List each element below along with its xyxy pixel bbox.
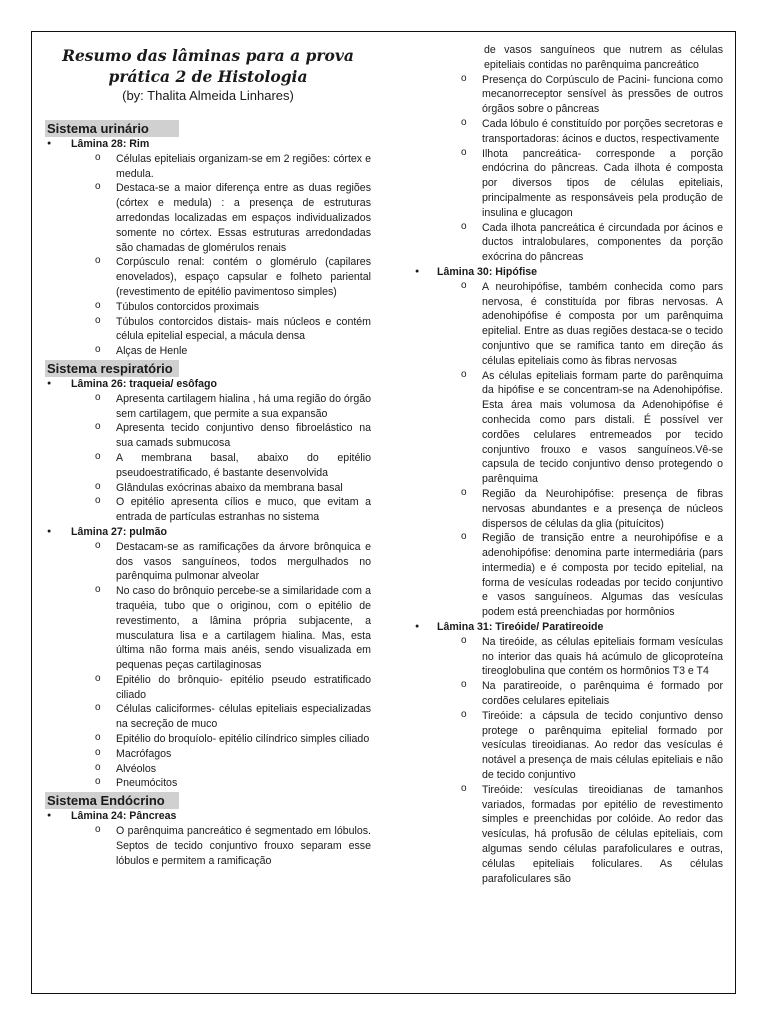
list-item: o A neurohipófise, também conhecida como pars nervosa, é constituída por fibras nervosas. A adenohipófise é composta por um parênquima epitelial. Entre as duas regiões destaca-se o tecido conjuntivo que se ramifica tanto em direção ás células epiteliais como às fibras nervosas	[413, 280, 723, 369]
list-item: o Corpúsculo renal: contém o glomérulo (capilares enovelados), espaço capsular e folheto pariental (revestimento de epitélio pavimentoso simples)	[45, 255, 371, 299]
lamina-heading: ● Lâmina 28: Rim	[45, 137, 371, 152]
item-list	[413, 635, 723, 887]
continued-text: de vasos sanguíneos que nutrem as células epiteliais contidas no parênquima pancreático	[484, 44, 723, 71]
title-line-1: Resumo das lâminas para a prova	[62, 46, 354, 65]
list-item: o Cada ilhota pancreática é circundada por ácinos e ductos intralobulares, componentes da porção exócrina do pâncreas	[413, 221, 723, 265]
list-item: o Alças de Henle	[45, 344, 371, 359]
list-item: o Ilhota pancreática- corresponde a porção endócrina do pâncreas. Cada ilhota é composta por diversos tipos de células epiteliais, principalmente as responsáveis pela produção de insulina e glucagon	[413, 147, 723, 221]
list-item: o Na paratireoide, o parênquima é formado por cordões celulares epiteliais	[413, 679, 723, 709]
right-column	[413, 43, 723, 886]
list-item: o Região da Neurohipófise: presença de fibras nervosas abundantes e a presença de núcleos dispersos de células da glia (pituícitos)	[413, 487, 723, 531]
lamina-heading: ● Lâmina 24: Pâncreas	[45, 809, 371, 824]
list-item: o No caso do brônquio percebe-se a similaridade com a traquéia, tubo que o originou, com o epitélio de revestimento, a lâmina própria subjacente, a musculatura lisa e a cartilagem hialina. Mas, esta última não forma mais anéis, sendo visualizada em pequenas peças cartilaginosas	[45, 584, 371, 673]
author-byline: (by: Thalita Almeida Linhares)	[122, 88, 294, 103]
page-title	[45, 45, 371, 87]
list-item: o Destaca-se a maior diferença entre as duas regiões (córtex e medula) : a presença de estruturas arredondas localizadas em espaços individualizados somente no córtex. Essas estruturas arredondadas são chamadas de glomérulos renais	[45, 181, 371, 255]
item-list	[45, 824, 371, 868]
item-list	[45, 392, 371, 525]
list-item: o Apresenta tecido conjuntivo denso fibroelástico na sua camads submucosa	[45, 421, 371, 451]
list-item: o Células caliciformes- células epiteliais especializadas na secreção de muco	[45, 702, 371, 732]
list-item: o Na tireóide, as células epiteliais formam vesículas no interior das quais há acúmulo de glicoproteína tireoglobulina que contém os hormônios T3 e T4	[413, 635, 723, 679]
list-item: o Apresenta cartilagem hialina , há uma região do órgão sem cartilagem, que permite a sua expansão	[45, 392, 371, 422]
list-item: o Células epiteliais organizam-se em 2 regiões: córtex e medula.	[45, 152, 371, 182]
lamina-heading: ● Lâmina 26: traqueia/ esôfago	[45, 377, 371, 392]
item-list	[45, 540, 371, 792]
item-list	[45, 152, 371, 359]
item-list	[413, 280, 723, 620]
list-item: o Tireóide: a cápsula de tecido conjuntivo denso protege o parênquima epitelial formado por vesículas tireoidianas. Ao redor das vesículas é notável a presença de mais células epiteliais e não de tecido conjuntivo	[413, 709, 723, 783]
list-item: o Tireóide: vesículas tireoidianas de tamanhos variados, formadas por epitélio de revestimento simples e preenchidas por colóide. Ao redor das vesículas, há profusão de células epiteliais, com algumas sendo células parafoliculares e outras, células epiteliais foliculares. As células parafoliculares são	[413, 783, 723, 887]
list-item: o Pneumócitos	[45, 776, 371, 791]
list-item: o Alvéolos	[45, 762, 371, 777]
section-heading-urinario: Sistema urinário	[45, 120, 179, 137]
item-list	[413, 73, 723, 265]
title-line-2: prática 2 de Histologia	[108, 67, 308, 86]
list-item: o Epitélio do broquíolo- epitélio cilíndrico simples ciliado	[45, 732, 371, 747]
list-item: o Epitélio do brônquio- epitélio pseudo estratificado ciliado	[45, 673, 371, 703]
lamina-heading: ● Lâmina 27: pulmão	[45, 525, 371, 540]
list-item: o Túbulos contorcidos distais- mais núcleos e contém célula epitelial especial, a mácula densa	[45, 315, 371, 345]
list-item: o Macrófagos	[45, 747, 371, 762]
list-item: o Destacam-se as ramificações da árvore brônquica e dos vasos sanguíneos, todos mergulhados no parênquima pulmonar alveolar	[45, 540, 371, 584]
section-heading-respiratorio: Sistema respiratório	[45, 360, 179, 377]
list-item: o Glândulas exócrinas abaixo da membrana basal	[45, 481, 371, 496]
list-item: o Região de transição entre a neurohipófise e a adenohipófise: denomina parte intermediária (pars intermedia) e é composta por tecido epitelial, na forma de vesículas rodeadas por tecido conjuntivo e vasos sanguíneos. Algumas das vesículas podem está preenchiadas por hormônios	[413, 531, 723, 620]
list-item: o As células epiteliais formam parte do parênquima da hipófise e se concentram-se na Adenohipófise. Esta área mais volumosa da Adenohipófise é conhecida como pars distali. É possível ver cordões celulares entremeados por tecido conjuntivo frouxo e vasos sanguíneos.Vê-se capsula de tecido conjuntivo denso protegendo o parênquima	[413, 369, 723, 487]
lamina-heading: ● Lâmina 30: Hipófise	[413, 265, 723, 280]
list-item: o A membrana basal, abaixo do epitélio pseudoestratificado, é bastante desenvolvida	[45, 451, 371, 481]
list-item: o Presença do Corpúsculo de Pacini- funciona como mecanorreceptor sensível às pressões de outros órgãos sobre o pâncreas	[413, 73, 723, 117]
list-item: o Túbulos contorcidos proximais	[45, 300, 371, 315]
left-column	[45, 42, 371, 868]
section-heading-endocrino: Sistema Endócrino	[45, 792, 179, 809]
list-item: o O parênquima pancreático é segmentado em lóbulos. Septos de tecido conjuntivo frouxo separam esse lóbulos e permitem a ramificação	[45, 824, 371, 868]
page-frame	[31, 31, 736, 994]
list-item: o O epitélio apresenta cílios e muco, que evitam a entrada de partículas estranhas no sistema	[45, 495, 371, 525]
lamina-heading: ● Lâmina 31: Tireóide/ Paratireoide	[413, 620, 723, 635]
list-item: o Cada lóbulo é constituído por porções secretoras e transportadoras: ácinos e ductos, respectivamente	[413, 117, 723, 147]
